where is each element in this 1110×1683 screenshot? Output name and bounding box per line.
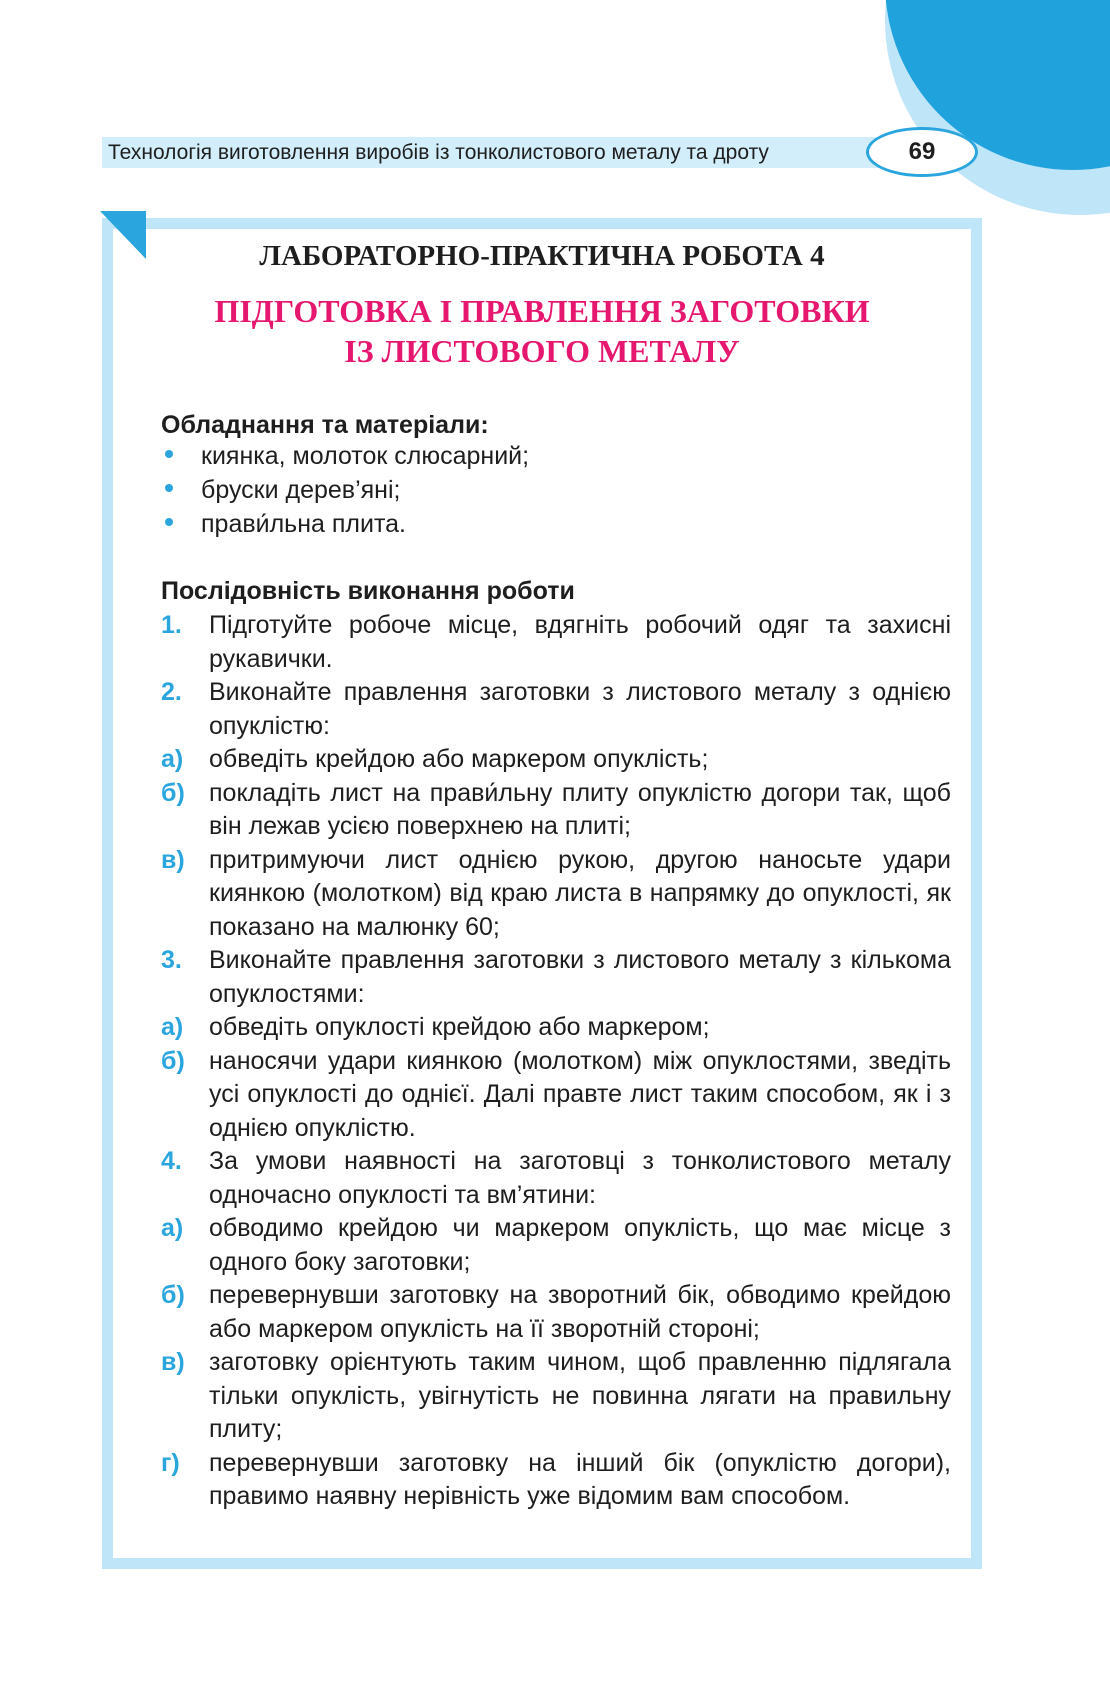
step-text: обведіть крейдою або маркером опуклість; xyxy=(209,745,709,773)
step-text: притримуючи лист однією рукою, другою наносьте удари киянкою (молотком) від краю листа в напрямку до опуклості, як показано на малюнку 60; xyxy=(209,845,951,941)
step-marker: 4. xyxy=(161,1147,182,1175)
procedure-substep xyxy=(161,1279,951,1346)
procedure-substep xyxy=(161,743,951,777)
step-marker: 1. xyxy=(161,611,182,639)
procedure-substep xyxy=(161,1011,951,1045)
procedure-steps xyxy=(161,609,951,1514)
step-text: заготовку орієнтують таким чином, щоб правленню підлягала тільки опуклість, увігнутість не повинна лягати на правильну плиту; xyxy=(209,1348,951,1443)
step-marker: а) xyxy=(161,1214,184,1242)
step-marker: б) xyxy=(161,1046,185,1075)
step-marker: а) xyxy=(161,745,184,773)
equipment-item xyxy=(161,474,401,507)
procedure-heading: Послідовність виконання роботи xyxy=(161,577,575,605)
step-text: покладіть лист на прави́льну плиту опуклістю догори так, щоб він лежав усією поверхнею на плиті; xyxy=(209,778,951,840)
bullet-icon xyxy=(165,450,173,458)
running-header-title: Технологія виготовлення виробів із тонколистового металу та дроту xyxy=(108,141,769,164)
equipment-item-text: киянка, молоток слюсарний; xyxy=(201,442,530,470)
bullet-icon xyxy=(165,518,173,526)
procedure-substep xyxy=(161,1045,951,1146)
equipment-item-text: прави́льна плита. xyxy=(201,510,406,538)
step-marker: 2. xyxy=(161,678,182,706)
step-text: Виконайте правлення заготовки з листового металу з кількома опуклостями: xyxy=(209,946,951,1008)
step-marker: б) xyxy=(161,1281,185,1309)
step-text: Виконайте правлення заготовки з листового металу з однією опуклістю: xyxy=(209,678,951,740)
equipment-item xyxy=(161,508,406,541)
step-marker: б) xyxy=(161,778,185,807)
lab-subtitle-line-2: ІЗ ЛИСТОВОГО МЕТАЛУ xyxy=(344,333,740,369)
step-text: перевернувши заготовку на зворотний бік, обводимо крейдою або маркером опуклість на її зворотній стороні; xyxy=(209,1281,951,1343)
step-text: перевернувши заготовку на інший бік (опуклістю догори), правимо наявну нерівність уже відомим вам способом. xyxy=(209,1448,951,1510)
page-number: 69 xyxy=(866,127,978,177)
procedure-substep xyxy=(161,1447,951,1514)
step-marker: а) xyxy=(161,1013,184,1041)
procedure-step xyxy=(161,1145,951,1212)
procedure-substep xyxy=(161,777,951,844)
step-marker: г) xyxy=(161,1448,180,1477)
lab-subtitle-line-1: ПІДГОТОВКА І ПРАВЛЕННЯ ЗАГОТОВКИ xyxy=(214,293,870,329)
equipment-heading: Обладнання та матеріали: xyxy=(161,411,489,439)
procedure-substep xyxy=(161,1346,951,1447)
step-text: обводимо крейдою чи маркером опуклість, що має місце з одного боку заготовки; xyxy=(209,1214,951,1276)
step-marker: в) xyxy=(161,1348,185,1376)
equipment-item xyxy=(161,440,529,473)
step-text: За умови наявності на заготовці з тонколистового металу одночасно опуклості та вм’ятини: xyxy=(209,1147,951,1209)
procedure-step xyxy=(161,609,951,676)
procedure-substep xyxy=(161,844,951,945)
step-marker: в) xyxy=(161,845,185,874)
procedure-substep xyxy=(161,1212,951,1279)
step-text: наносячи удари киянкою (молотком) між опуклостями, зведіть усі опуклості до однієї. Далі правте лист таким способом, як і з однією опуклістю. xyxy=(209,1046,951,1142)
step-marker: 3. xyxy=(161,946,182,974)
procedure-step xyxy=(161,676,951,743)
bullet-icon xyxy=(165,484,173,492)
procedure-step xyxy=(161,944,951,1011)
lab-title: ЛАБОРАТОРНО-ПРАКТИЧНА РОБОТА 4 xyxy=(259,240,825,272)
step-text: обведіть опуклості крейдою або маркером; xyxy=(209,1013,710,1041)
lab-subtitle xyxy=(102,291,982,371)
step-text: Підготуйте робоче місце, вдягніть робочий одяг та захисні рукавички. xyxy=(209,611,951,673)
equipment-item-text: бруски дерев’яні; xyxy=(201,476,401,504)
